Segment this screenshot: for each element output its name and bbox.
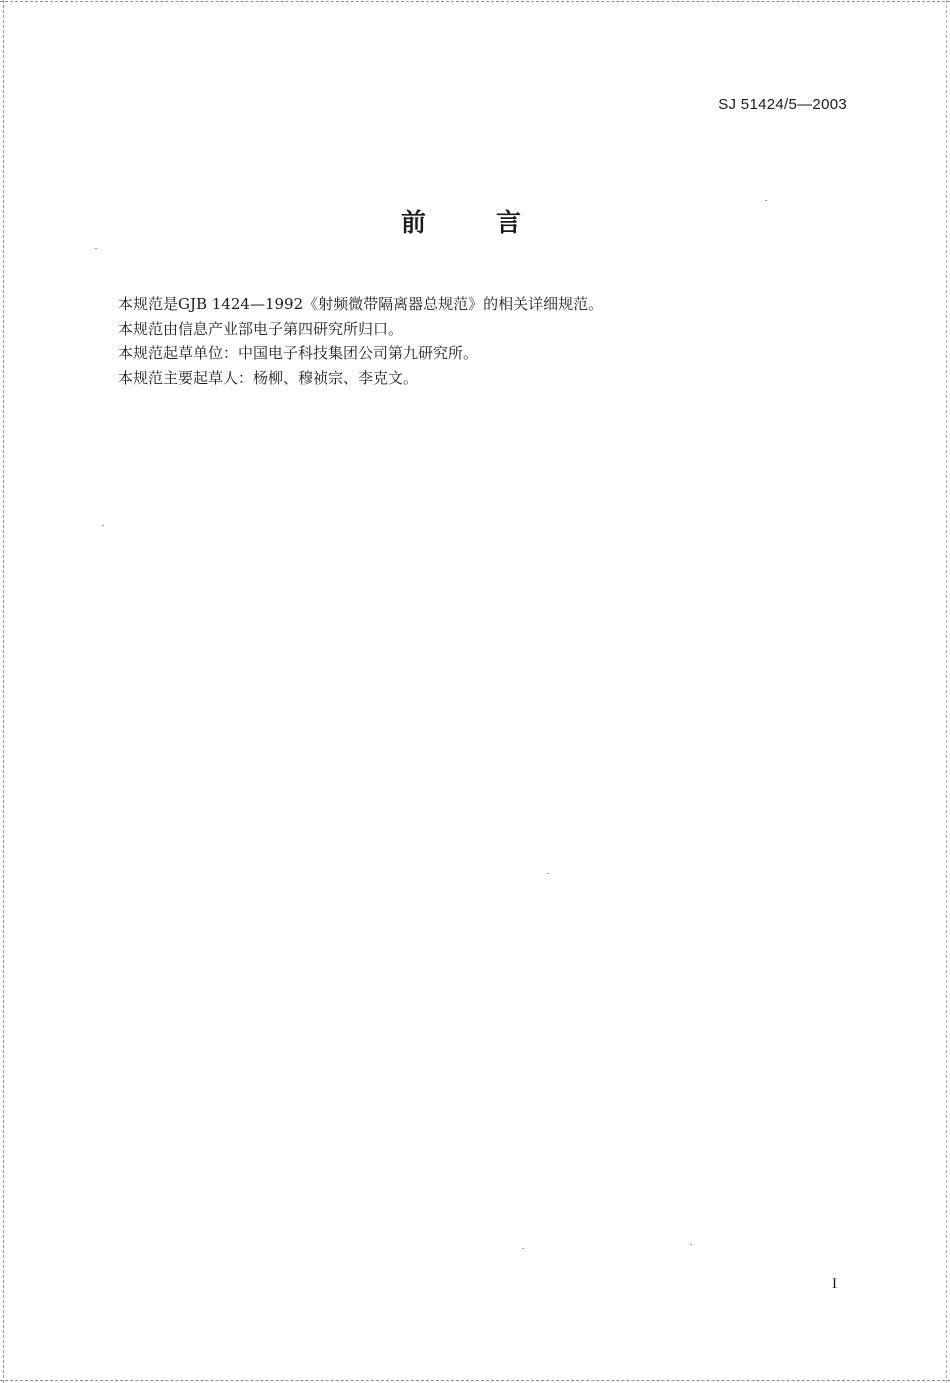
standard-code: SJ 51424/5—2003 [718, 96, 847, 113]
scan-border-right [946, 0, 947, 1383]
scan-speck [547, 873, 549, 874]
scan-speck [102, 525, 104, 526]
scan-speck [95, 248, 97, 249]
scan-border-bottom [0, 1380, 950, 1381]
scan-speck [765, 200, 767, 201]
paragraph: 本规范主要起草人：杨柳、穆祯宗、李克文。 [118, 368, 419, 387]
preface-body [118, 292, 603, 390]
scan-border-top [0, 1, 950, 2]
heading-char-2: 言 [496, 208, 522, 237]
paragraph: 本规范由信息产业部电子第四研究所归口。 [118, 319, 404, 338]
scan-speck [522, 1248, 524, 1249]
paragraph: 本规范起草单位：中国电子科技集团公司第九研究所。 [118, 344, 479, 362]
heading-char-1: 前 [400, 208, 426, 237]
page-number: I [832, 1276, 837, 1292]
preface-heading [0, 203, 922, 239]
paragraph: 本规范是GJB 1424—1992《射频微带隔离器总规范》的相关详细规范。 [118, 295, 604, 313]
scan-speck [690, 1244, 692, 1245]
